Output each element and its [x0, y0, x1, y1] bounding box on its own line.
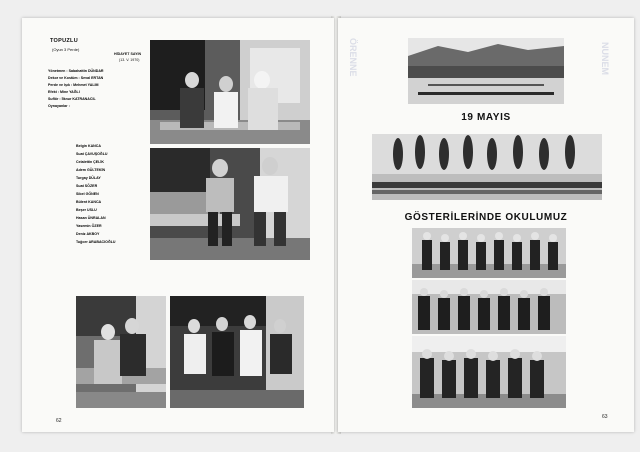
crew-row: Dekor ve Kostüm : Seval ERTAN — [48, 76, 104, 80]
play-author: HİDAYET SAYIN — [114, 52, 142, 56]
folk-dance-photo-1 — [412, 228, 566, 278]
cast-item: Tuğcer ARABACIOĞLU — [76, 240, 116, 244]
stage-photo-3 — [76, 296, 166, 408]
play-title: TOPUZLU — [50, 38, 78, 44]
stage-photo-1 — [150, 40, 310, 144]
page-number-left: 62 — [56, 418, 62, 424]
cast-item: Beşer USLU — [76, 208, 97, 212]
left-page — [22, 18, 334, 432]
stage-photo-2 — [150, 148, 310, 260]
cast-item: Hasan ÜNRALAN — [76, 216, 106, 220]
bleed-through-text: ÖRENNE — [348, 38, 358, 77]
crew-row: Efekt : Mine YAĞLI — [48, 90, 80, 94]
cast-item: Adem GÜLTEKİN — [76, 168, 106, 172]
crew-row: Yönetmen : Sabahattin DÜNDAR — [48, 69, 104, 73]
cast-item: Deniz AKBOY — [76, 232, 100, 236]
play-subtitle: (Oyun 3 Perde) — [52, 47, 80, 52]
cast-label: Oynayanlar : — [48, 104, 70, 108]
section-heading-line1: 19 MAYIS — [461, 112, 511, 123]
right-page — [338, 18, 634, 432]
cast-item: Belgin KANCA — [76, 144, 101, 148]
cast-item: Turgay DÜLAY — [76, 176, 101, 180]
play-date: (13. V. 1970) — [119, 58, 140, 62]
cast-item: Celalettin ÇELİK — [76, 160, 104, 164]
bleed-through-text: NUNEM — [600, 42, 610, 75]
page-number-right: 63 — [602, 414, 608, 420]
cast-item: Yasemin ÖZER — [76, 224, 102, 228]
parade-photo — [372, 134, 602, 200]
cast-item: Bülent KANCA — [76, 200, 102, 204]
cast-item: Suat SÖZER — [76, 184, 98, 188]
cast-item: Suat ÇAVUŞOĞLU — [76, 152, 108, 156]
folk-dance-photo-2 — [412, 280, 566, 334]
crew-row: Perde ve Işık : Mehmet YALIM — [48, 83, 99, 87]
cast-item: Sibel GÖNEN — [76, 192, 99, 196]
stadium-photo — [408, 38, 564, 104]
crew-row: Suflör : İlknur KATRANACIL — [48, 97, 96, 101]
stage-photo-4 — [170, 296, 304, 408]
section-heading-line2: GÖSTERİLERİNDE OKULUMUZ — [404, 212, 568, 223]
folk-dance-photo-3 — [412, 336, 566, 408]
